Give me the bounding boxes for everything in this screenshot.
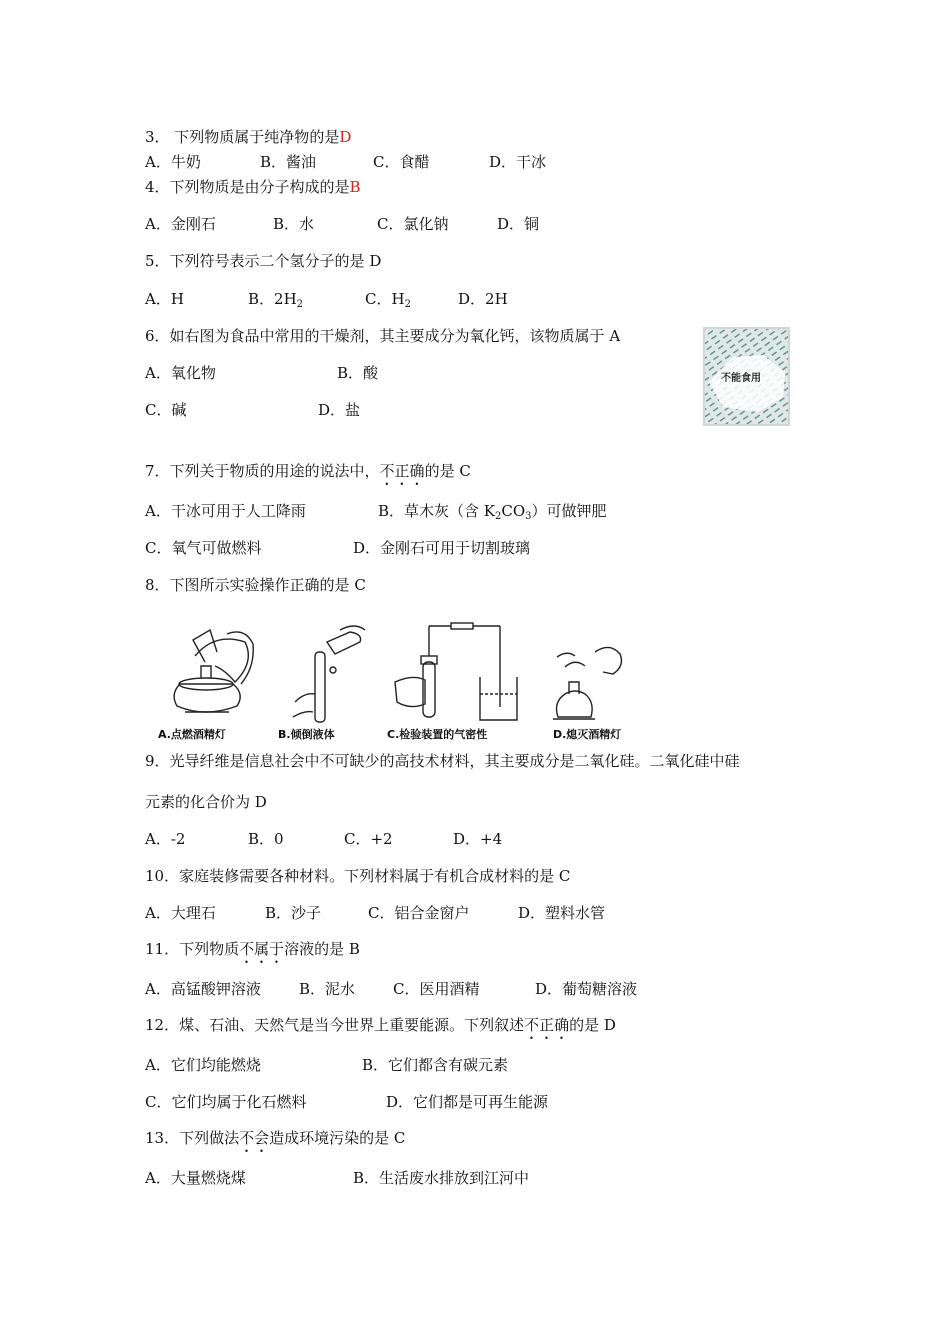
question-11: 11．下列物质不属于溶液的是 B: [145, 940, 360, 958]
desiccant-packet-image: [703, 327, 790, 426]
option-c: C．氯化钠: [377, 215, 449, 233]
lab-operations-figure: [155, 622, 645, 744]
option-a: A．金刚石: [145, 215, 216, 233]
option-d: D．塑料水管: [518, 904, 606, 922]
question-4: [145, 177, 361, 197]
option-a: A．-2: [145, 830, 186, 848]
question-5: 5．下列符号表示二个氢分子的是 D: [145, 252, 382, 270]
option-a: A．牛奶: [145, 153, 201, 171]
emphasis-text: 不会: [239, 1129, 270, 1147]
caption-d: D.熄灭酒精灯: [553, 728, 622, 741]
blowing-lamp-d-icon: [553, 647, 621, 719]
option-d: D．盐: [318, 401, 361, 419]
caption-a: A.点燃酒精灯: [158, 728, 226, 741]
option-b: B．酱油: [260, 153, 317, 171]
option-c: C．+2: [344, 830, 393, 848]
option-a: A．H: [145, 290, 184, 308]
emphasis-text: 不正确: [524, 1016, 570, 1034]
option-b: B．酸: [337, 364, 379, 382]
option-a: A．大理石: [145, 904, 216, 922]
caption-c: C.检验装置的气密性: [387, 728, 488, 741]
question-9-line-1: 9．光导纤维是信息社会中不可缺少的高技术材料，其主要成分是二氧化硅。二氧化硅中硅: [145, 752, 740, 770]
option-b: B．0: [248, 830, 284, 848]
question-7: 7．下列关于物质的用途的说法中，不正确的是 C: [145, 462, 471, 480]
option-d: D．它们都是可再生能源: [386, 1093, 549, 1111]
option-c: C．医用酒精: [393, 980, 480, 998]
option-c: C．碱: [145, 401, 187, 419]
option-c: C．铝合金窗户: [368, 904, 470, 922]
question-stem: 4．下列物质是由分子构成的是: [145, 178, 350, 196]
option-d: D．金刚石可用于切割玻璃: [353, 539, 531, 557]
question-13: 13．下列做法不会造成环境污染的是 C: [145, 1129, 406, 1147]
option-c: C．食醋: [373, 153, 430, 171]
option-a: A．大量燃烧煤: [145, 1169, 246, 1187]
option-a: A．氧化物: [145, 364, 216, 382]
option-d: D．铜: [497, 215, 540, 233]
alcohol-lamp-a-icon: [174, 630, 253, 712]
option-d: D．葡萄糖溶液: [535, 980, 638, 998]
option-d: D．2H: [458, 290, 508, 308]
question-stem: 3． 下列物质属于纯净物的是: [145, 128, 340, 146]
option-a: A．干冰可用于人工降雨: [145, 502, 306, 520]
option-b: B．它们都含有碳元素: [362, 1056, 509, 1074]
caption-b: B.倾倒液体: [278, 728, 335, 741]
question-10: 10．家庭装修需要各种材料。下列材料属于有机合成材料的是 C: [145, 867, 571, 885]
airtightness-check-c-icon: [395, 623, 517, 720]
option-b: B．水: [273, 215, 315, 233]
question-3: [145, 127, 351, 147]
option-b: B．泥水: [299, 980, 356, 998]
option-b: B．沙子: [265, 904, 322, 922]
option-b: B．草木灰（含 $K_2CO_3$）可做钾肥: [378, 502, 607, 522]
answer-mark: D: [339, 128, 352, 146]
pouring-liquid-b-icon: [293, 626, 365, 722]
option-a: A．高锰酸钾溶液: [145, 980, 261, 998]
question-8: 8．下图所示实验操作正确的是 C: [145, 576, 366, 594]
option-c: C．$H_2$: [365, 290, 411, 310]
emphasis-text: 不属于: [239, 940, 285, 958]
question-12: 12．煤、石油、天然气是当今世界上重要能源。下列叙述不正确的是 D: [145, 1016, 616, 1034]
option-c: C．它们均属于化石燃料: [145, 1093, 307, 1111]
option-d: D．+4: [453, 830, 503, 848]
question-6: 6．如右图为食品中常用的干燥剂，其主要成分为氧化钙，该物质属于 A: [145, 327, 621, 345]
option-b: B．$2H_2$: [248, 290, 304, 310]
packet-label: 不能食用: [721, 373, 761, 384]
answer-mark: B: [349, 178, 361, 196]
option-c: C．氧气可做燃料: [145, 539, 262, 557]
emphasis-text: 不正确: [379, 462, 425, 480]
option-a: A．它们均能燃烧: [145, 1056, 261, 1074]
option-b: B．生活废水排放到江河中: [353, 1169, 530, 1187]
option-d: D．干冰: [489, 153, 547, 171]
question-9-line-2: 元素的化合价为 D: [145, 793, 267, 811]
